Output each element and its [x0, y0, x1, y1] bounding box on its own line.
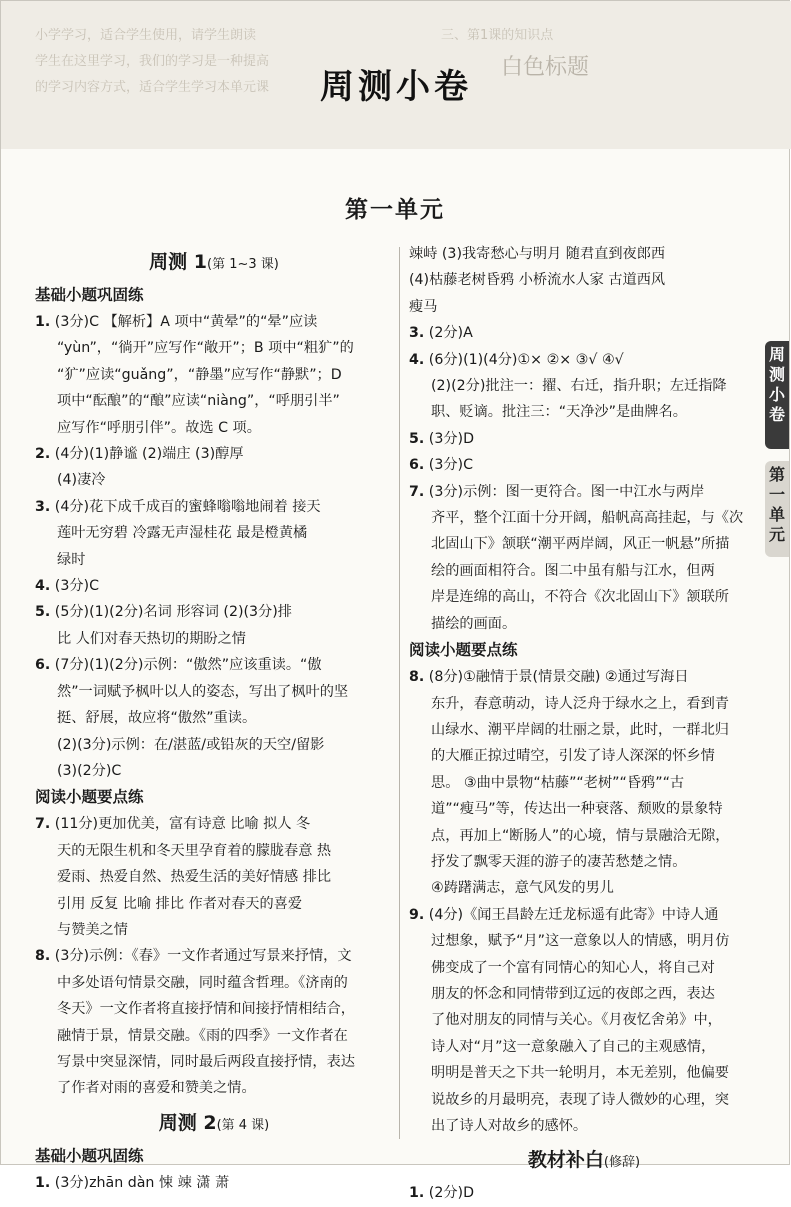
page-title: 周测小卷	[320, 67, 472, 107]
answer-item: 1. (3分)zhān dàn 悚 竦 潇 萧	[35, 1174, 230, 1191]
answer-item: 5. (3分)D	[409, 430, 474, 447]
answer-item: 7. (3分)示例：图一更符合。图一中江水与两岸	[409, 483, 705, 500]
answer-item: 2. (4分)(1)静谧 (2)端庄 (3)醇厚	[35, 446, 244, 463]
answer-item: 3. (2分)A	[409, 325, 473, 342]
answer-item: 4. (3分)C	[35, 578, 99, 595]
section-heading: 阅读小题要点练	[409, 641, 518, 660]
answer-item: 5. (5分)(1)(2分)名词 形容词 (2)(3分)排	[35, 604, 292, 621]
answer-item: 1. (3分)C 【解析】A 项中“黄晕”的“晕”应读	[35, 314, 318, 330]
answer-item: 7. (11分)更加优美，富有诗意 比喻 拟人 冬	[35, 816, 311, 833]
answer-item: 8. (8分)①融情于景(情景交融) ②通过写海日	[409, 669, 689, 686]
section-heading: 阅读小题要点练	[35, 788, 144, 807]
side-tab-unit: 第一单元	[765, 461, 789, 557]
answer-item: 9. (4分)《闻王昌龄左迁龙标遥有此寄》中诗人通	[409, 906, 719, 923]
section-heading: 基础小题巩固练	[35, 286, 144, 304]
unit-title: 第一单元	[345, 197, 445, 223]
column-divider	[399, 247, 400, 1139]
answer-item: 1. (2分)D	[409, 1185, 474, 1202]
left-column: 周测 1(第 1~3 课) 基础小题巩固练 1. (3分)C 【解析】A 项中“黄晕”的“晕”应读 “yùn”，“徜开”应写作“敞开”；B 项中“粗犷”的 “犷”应读“guǎng”，“静墨”应写作“静默”；D 项中“酝酿”的“酿”应读“niàng”，“呼朋引半” 应写作“呼朋引伴”。故选 C 项。 2. (4分)(1)静谧 (2)端庄 (3)醇厚 (4)凄冷 3. (4分)花下成千成百的蜜蜂嗡嗡地闹着 接天 莲叶无穷碧 冷露无声湿桂花 最是橙黄橘 绿时 4. (3分)C 5. (5分)(1)(2分)名词 形容词 (2)(3分)排 比 人们对春天热切的期盼之情 6. (7分)(1)(2分)示例：“傲然”应该重读。“傲 然”一词赋予枫叶以人的姿态，写出了枫叶的坚 挺、舒展，故应将“傲然”重读。 (2)(3分)示例：在/湛蓝/或铅灰的天空/留影 (3)(2分)C 阅读小题要点练 7. (11分)更加优美，富有诗意 比喻 拟人 冬 天的无限生机和冬天里孕育着的朦胧春意 热 爱雨、热爱自然、热爱生活的美好情感 排比 引用 反复 比喻 排比 作者对春天的喜爱 与赞美之情 8. (3分)示例：《春》一文作者通过写景来抒情，文 中多处语句情景交融，同时蕴含哲理。《济南的 冬天》一文作者将直接抒情和间接抒情相结合， 融情于景，情景交融。《雨的四季》一文作者在 写景中突显深情，同时最后两段直接抒情，表达 了作者对雨的喜爱和赞美之情。 周测 2(第 4 课) 基础小题巩固练 1. (3分)zhān dàn 悚 竦 潇 萧	[35, 241, 393, 1196]
side-tab-weekly: 周测小卷	[765, 341, 789, 449]
answer-item: 8. (3分)示例：《春》一文作者通过写景来抒情，文	[35, 948, 352, 965]
answer-item: 6. (3分)C	[409, 457, 473, 474]
week1-heading: 周测 1(第 1~3 课)	[149, 251, 279, 273]
answer-item: 6. (7分)(1)(2分)示例：“傲然”应该重读。“傲	[35, 657, 322, 674]
right-column: 竦峙 (3)我寄愁心与明月 随君直到夜郎西 (4)枯藤老树昏鸦 小桥流水人家 古道西风 瘦马 3. (2分)A 4. (6分)(1)(4分)①× ②× ③√ ④√ (2)(2分)批注一：擢、右迁，指升职；左迁指降 职、贬谪。批注三：“天净沙”是曲牌名。 5. (3分)D 6. (3分)C 7. (3分)示例：图一更符合。图一中江水与两岸 齐平，整个江面十分开阔，船帆高高挂起，与《次 北固山下》颔联“潮平两岸阔，风正一帆悬”所描 绘的画面相符合。图二中虽有船与江水，但两 岸是连绵的高山，不符合《次北固山下》颔联所 描绘的画面。 阅读小题要点练 8. (8分)①融情于景(情景交融) ②通过写海日 东升，春意萌动，诗人泛舟于绿水之上，看到青 山绿水、潮平岸阔的壮丽之景，此时，一群北归 的大雁正掠过晴空，引发了诗人深深的怀乡情 思。 ③曲中景物“枯藤”“老树”“昏鸦”“古 道”“瘦马”等，传达出一种衰落、颓败的景象特 点，再加上“断肠人”的心境，情与景融洽无隙， 抒发了飘零天涯的游子的凄苦愁楚之情。 ④踌躇满志，意气风发的男儿 9. (4分)《闻王昌龄左迁龙标遥有此寄》中诗人通 过想象，赋予“月”这一意象以人的情感，明月仿 佛变成了一个富有同情心的知心人，将自己对 朋友的怀念和同情带到辽远的夜郎之西，表达 了他对朋友的同情与关心。《月夜忆舍弟》中， 诗人对“月”这一意象融入了自己的主观感情， 明明是普天之下共一轮明月，本无差别，他偏要 说故乡的月最明亮，表现了诗人微妙的心理，突 出了诗人对故乡的感怀。 教材补白(修辞) 1. (2分)D	[409, 241, 759, 1207]
section-heading: 基础小题巩固练	[35, 1146, 144, 1165]
header-band	[1, 1, 791, 149]
supplement-heading: 教材补白(修辞)	[527, 1149, 641, 1172]
answer-item: 4. (6分)(1)(4分)①× ②× ③√ ④√	[409, 351, 624, 368]
answer-item: 3. (4分)花下成千成百的蜜蜂嗡嗡地闹着 接天	[35, 498, 321, 515]
week2-heading: 周测 2(第 4 课)	[158, 1111, 270, 1134]
ghost-text-right: 三、第1课的知识点 白色标题	[441, 28, 590, 80]
ghost-text-left: 小学学习，适合学生使用，请学生朗读 学生在这里学习，我们的学习是一种提高 的学习内容方式，适合学生学习本单元课	[35, 28, 270, 95]
